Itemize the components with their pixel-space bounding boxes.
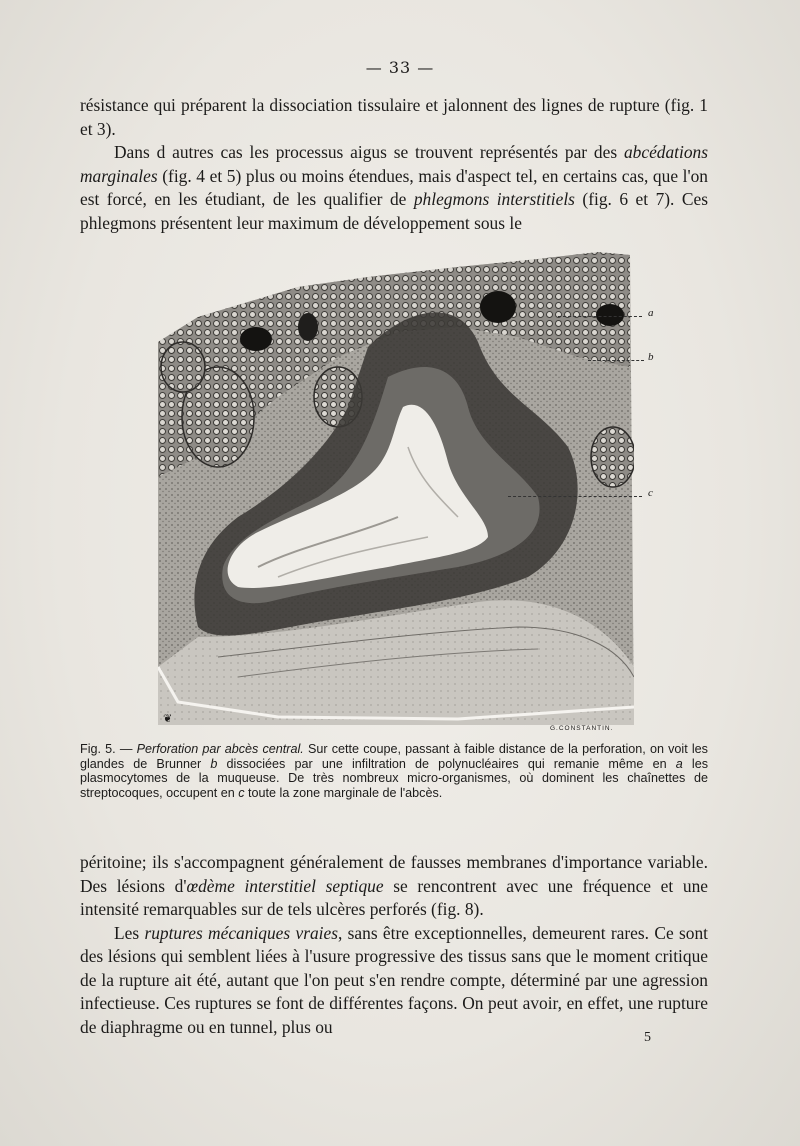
leader-line-b xyxy=(588,360,644,361)
tissue-section-illustration xyxy=(158,247,634,725)
paragraph: Les ruptures mécaniques vraies, sans être exceptionnelles, demeurent rares. Ce sont des lésions qui semblent liées à l'usure progressive des tissus sans que le moment critique de la rupture ait été, autant que l'on peut s'en rendre compte, déterminé par une agression infectieuse. Ces ruptures se font de différentes façons. On peut avoir, en effet, une rupture de diaphragme ou en tunnel, plus ou xyxy=(80,922,708,1037)
paragraph: Dans d autres cas les processus aigus se trouvent représentés par des abcédations marginales (fig. 4 et 5) plus ou moins étendues, mais d'aspect tel, en certains cas, que l'on est forcé, en les étudiant, de les qualifier de phlegmons interstitiels (fig. 6 et 7). Ces phlegmons présentent leur maximum de développement sous le xyxy=(80,142,708,233)
paragraph: péritoine; ils s'accompagnent généralement de fausses membranes d'importance variable. Des lésions d'œdème interstitiel septique se rencontrent avec une fréquence et une intensité remarquables sur de tels ulcères perforés (fig. 8). xyxy=(80,852,708,919)
leader-line-c xyxy=(508,496,642,497)
label-a: a xyxy=(648,307,654,319)
artist-signature: G.CONSTANTIN. xyxy=(550,725,614,732)
figure-caption: Fig. 5. — Perforation par abcès central. Sur cette coupe, passant à faible distance de la perforation, on voit les glandes de Brunner b dissociées par une infiltration de polynucléaires qui remanie même en a les plasmocytomes de la muqueuse. De très nombreux micro-organismes, où dominent les chaînettes de streptocoques, occupent en c toute la zone marginale de l'abcès. xyxy=(80,742,708,800)
signature-mark: 5 xyxy=(644,1030,651,1045)
body-text-top xyxy=(80,94,708,235)
label-c: c xyxy=(648,487,653,499)
paragraph: résistance qui préparent la dissociation tissulaire et jalonnent des lignes de rupture (fig. 1 et 3). xyxy=(80,95,708,139)
fleuron-icon: ❦ xyxy=(163,712,173,725)
label-b: b xyxy=(648,351,654,363)
body-text-bottom xyxy=(80,851,708,1039)
page-number: — 33 — xyxy=(365,58,435,77)
histology-figure xyxy=(158,247,654,725)
leader-line-a xyxy=(558,316,642,317)
